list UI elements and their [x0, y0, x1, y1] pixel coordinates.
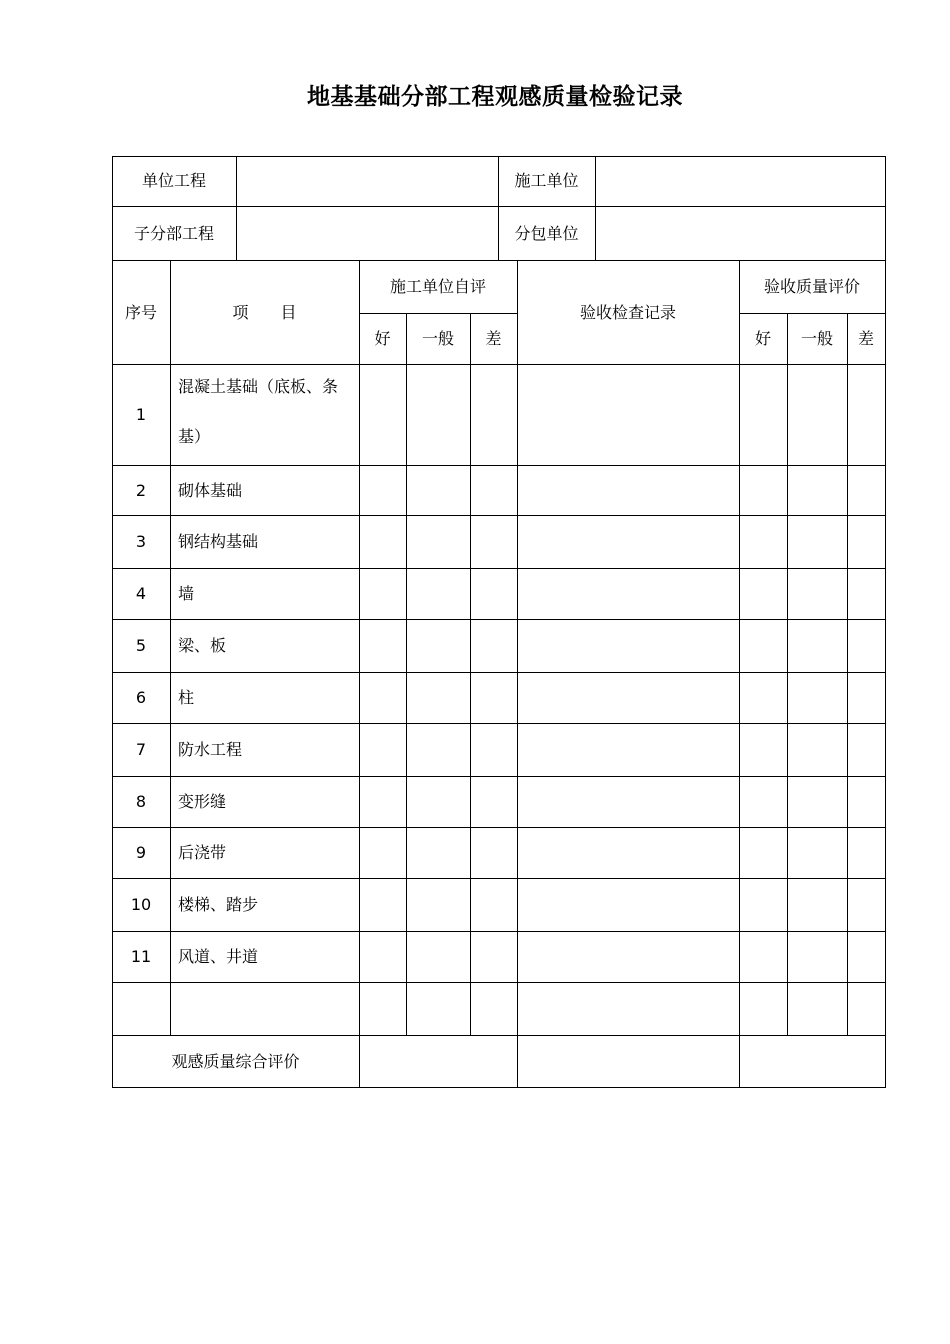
unit-project-label: 单位工程 [141, 171, 206, 190]
table-line [885, 156, 886, 1088]
row-6-item: 柱 [178, 688, 195, 707]
table-line [847, 313, 848, 1036]
row-8-no: 8 [135, 792, 147, 811]
row-5-no: 5 [135, 636, 147, 655]
row-7-no: 7 [135, 740, 147, 759]
acceptance-header: 验收质量评价 [763, 277, 860, 296]
row-4-no: 4 [135, 584, 147, 603]
item-header: 项 目 [232, 302, 297, 322]
row-10-no: 10 [130, 895, 152, 914]
table-line [787, 313, 788, 1036]
table-line [517, 260, 518, 1088]
seq-header: 序号 [124, 302, 157, 322]
row-2-no: 2 [135, 480, 147, 500]
table-line [359, 260, 360, 1088]
construction-unit-value[interactable] [596, 156, 885, 206]
self-eval-header: 施工单位自评 [389, 277, 486, 296]
row-6-no: 6 [135, 688, 147, 707]
self-good-header: 好 [374, 329, 391, 348]
acc-good-header: 好 [754, 329, 771, 348]
row-9-no: 9 [135, 843, 147, 862]
row-5-item: 梁、板 [178, 636, 227, 655]
record-header: 验收检查记录 [579, 302, 676, 322]
row-9-item: 后浇带 [178, 843, 227, 862]
row-4-item: 墙 [178, 584, 195, 603]
table-line [470, 313, 471, 1036]
self-general-header: 一般 [421, 329, 454, 348]
table-line [406, 313, 407, 1036]
page-title: 地基基础分部工程观感质量检验记录 [307, 84, 683, 110]
row-12-item [170, 983, 359, 1035]
inspection-table [112, 156, 886, 1088]
row-10-item: 楼梯、踏步 [178, 895, 259, 914]
subcontract-unit-label: 分包单位 [514, 223, 579, 243]
table-line [739, 260, 740, 1088]
acc-poor-header: 差 [857, 329, 874, 348]
sub-project-value[interactable] [237, 207, 498, 260]
table-line [112, 1087, 886, 1088]
row-1-no: 1 [135, 405, 147, 424]
row-7-item: 防水工程 [178, 740, 243, 759]
row-12-no [112, 983, 170, 1035]
row-8-item: 变形缝 [178, 792, 227, 811]
row-3-item: 钢结构基础 [178, 532, 259, 551]
self-poor-header: 差 [485, 329, 502, 348]
subcontract-unit-value[interactable] [596, 207, 885, 260]
summary-label: 观感质量综合评价 [171, 1051, 300, 1071]
row-1-item: 混凝土基础（底板、条基） [178, 377, 339, 446]
unit-project-value[interactable] [237, 156, 498, 206]
row-11-item: 风道、井道 [178, 947, 259, 966]
row-3-no: 3 [135, 532, 147, 551]
row-2-item: 砌体基础 [178, 480, 243, 500]
sub-project-label: 子分部工程 [133, 223, 214, 243]
construction-unit-label: 施工单位 [514, 171, 579, 190]
acc-general-header: 一般 [800, 329, 833, 348]
row-11-no: 11 [130, 947, 152, 966]
